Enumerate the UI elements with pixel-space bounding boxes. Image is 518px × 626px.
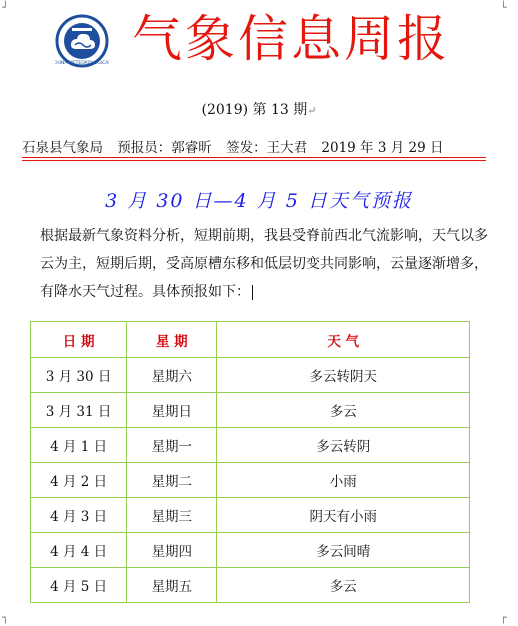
issue-date: 2019 年 3 月 29 日 xyxy=(321,140,444,156)
cell-weekday[interactable]: 星期六 xyxy=(127,358,217,393)
cell-date[interactable]: 3 月 31 日 xyxy=(31,393,127,428)
cell-date[interactable]: 4 月 2 日 xyxy=(31,463,127,498)
table-row xyxy=(31,533,470,568)
cell-date[interactable]: 4 月 5 日 xyxy=(31,568,127,603)
column-header-weekday: 星 期 xyxy=(127,322,217,358)
cell-weather[interactable]: 多云 xyxy=(217,568,470,603)
cell-weather[interactable]: 多云间晴 xyxy=(217,533,470,568)
cell-weather[interactable]: 小雨 xyxy=(217,463,470,498)
cell-weather[interactable]: 阴天有小雨 xyxy=(217,498,470,533)
issue-number xyxy=(0,99,518,119)
table-row xyxy=(31,568,470,603)
cell-date[interactable]: 4 月 4 日 xyxy=(31,533,127,568)
crop-mark-top-right: └ xyxy=(500,1,507,14)
issue-text: (2019) 第 13 期 xyxy=(201,102,308,118)
cma-emblem-icon xyxy=(55,14,109,68)
paragraph-mark-icon: ↵ xyxy=(307,104,317,117)
masthead-title: 气象信息周报 xyxy=(132,10,450,68)
text-cursor xyxy=(252,285,253,300)
column-header-date: 日 期 xyxy=(31,322,127,358)
forecaster-name: 预报员：郭睿昕 xyxy=(117,140,212,156)
cell-weekday[interactable]: 星期日 xyxy=(127,393,217,428)
table-row xyxy=(31,463,470,498)
forecast-title: 3 月 30 日—4 月 5 日天气预报 xyxy=(105,190,413,212)
cell-weather[interactable]: 多云转阴天 xyxy=(217,358,470,393)
cell-weekday[interactable]: 星期五 xyxy=(127,568,217,603)
agency-name: 石泉县气象局 xyxy=(22,140,103,156)
cell-weekday[interactable]: 星期一 xyxy=(127,428,217,463)
info-line xyxy=(22,136,484,156)
meteorological-logo xyxy=(55,14,109,68)
table-header-row xyxy=(31,322,470,358)
cell-weekday[interactable]: 星期二 xyxy=(127,463,217,498)
column-header-weather: 天 气 xyxy=(217,322,470,358)
cell-weather[interactable]: 多云转阴 xyxy=(217,428,470,463)
table-row xyxy=(31,428,470,463)
table-row xyxy=(31,498,470,533)
logo-text: CHINA METEOROLOGICAL xyxy=(55,61,109,66)
table-row xyxy=(31,358,470,393)
header-rule-top xyxy=(22,157,486,158)
cell-date[interactable]: 4 月 1 日 xyxy=(31,428,127,463)
forecast-table xyxy=(30,321,470,603)
crop-mark-top-left: ┘ xyxy=(2,1,9,14)
table-row xyxy=(31,393,470,428)
cell-weekday[interactable]: 星期三 xyxy=(127,498,217,533)
header-rule-bottom xyxy=(22,160,486,161)
crop-mark-bottom-right: ┌ xyxy=(500,611,507,624)
forecast-summary[interactable] xyxy=(40,222,490,306)
issuer-name: 签发：王大君 xyxy=(226,140,308,156)
crop-mark-bottom-left: ┐ xyxy=(2,611,9,624)
cell-date[interactable]: 3 月 30 日 xyxy=(31,358,127,393)
summary-text: 根据最新气象资料分析，短期前期，我县受脊前西北气流影响，天气以多云为主，短期后期，受高原槽东移和低层切变共同影响，云量逐渐增多，有降水天气过程。具体预报如下： xyxy=(40,228,488,300)
cell-weather[interactable]: 多云 xyxy=(217,393,470,428)
cell-date[interactable]: 4 月 3 日 xyxy=(31,498,127,533)
cell-weekday[interactable]: 星期四 xyxy=(127,533,217,568)
